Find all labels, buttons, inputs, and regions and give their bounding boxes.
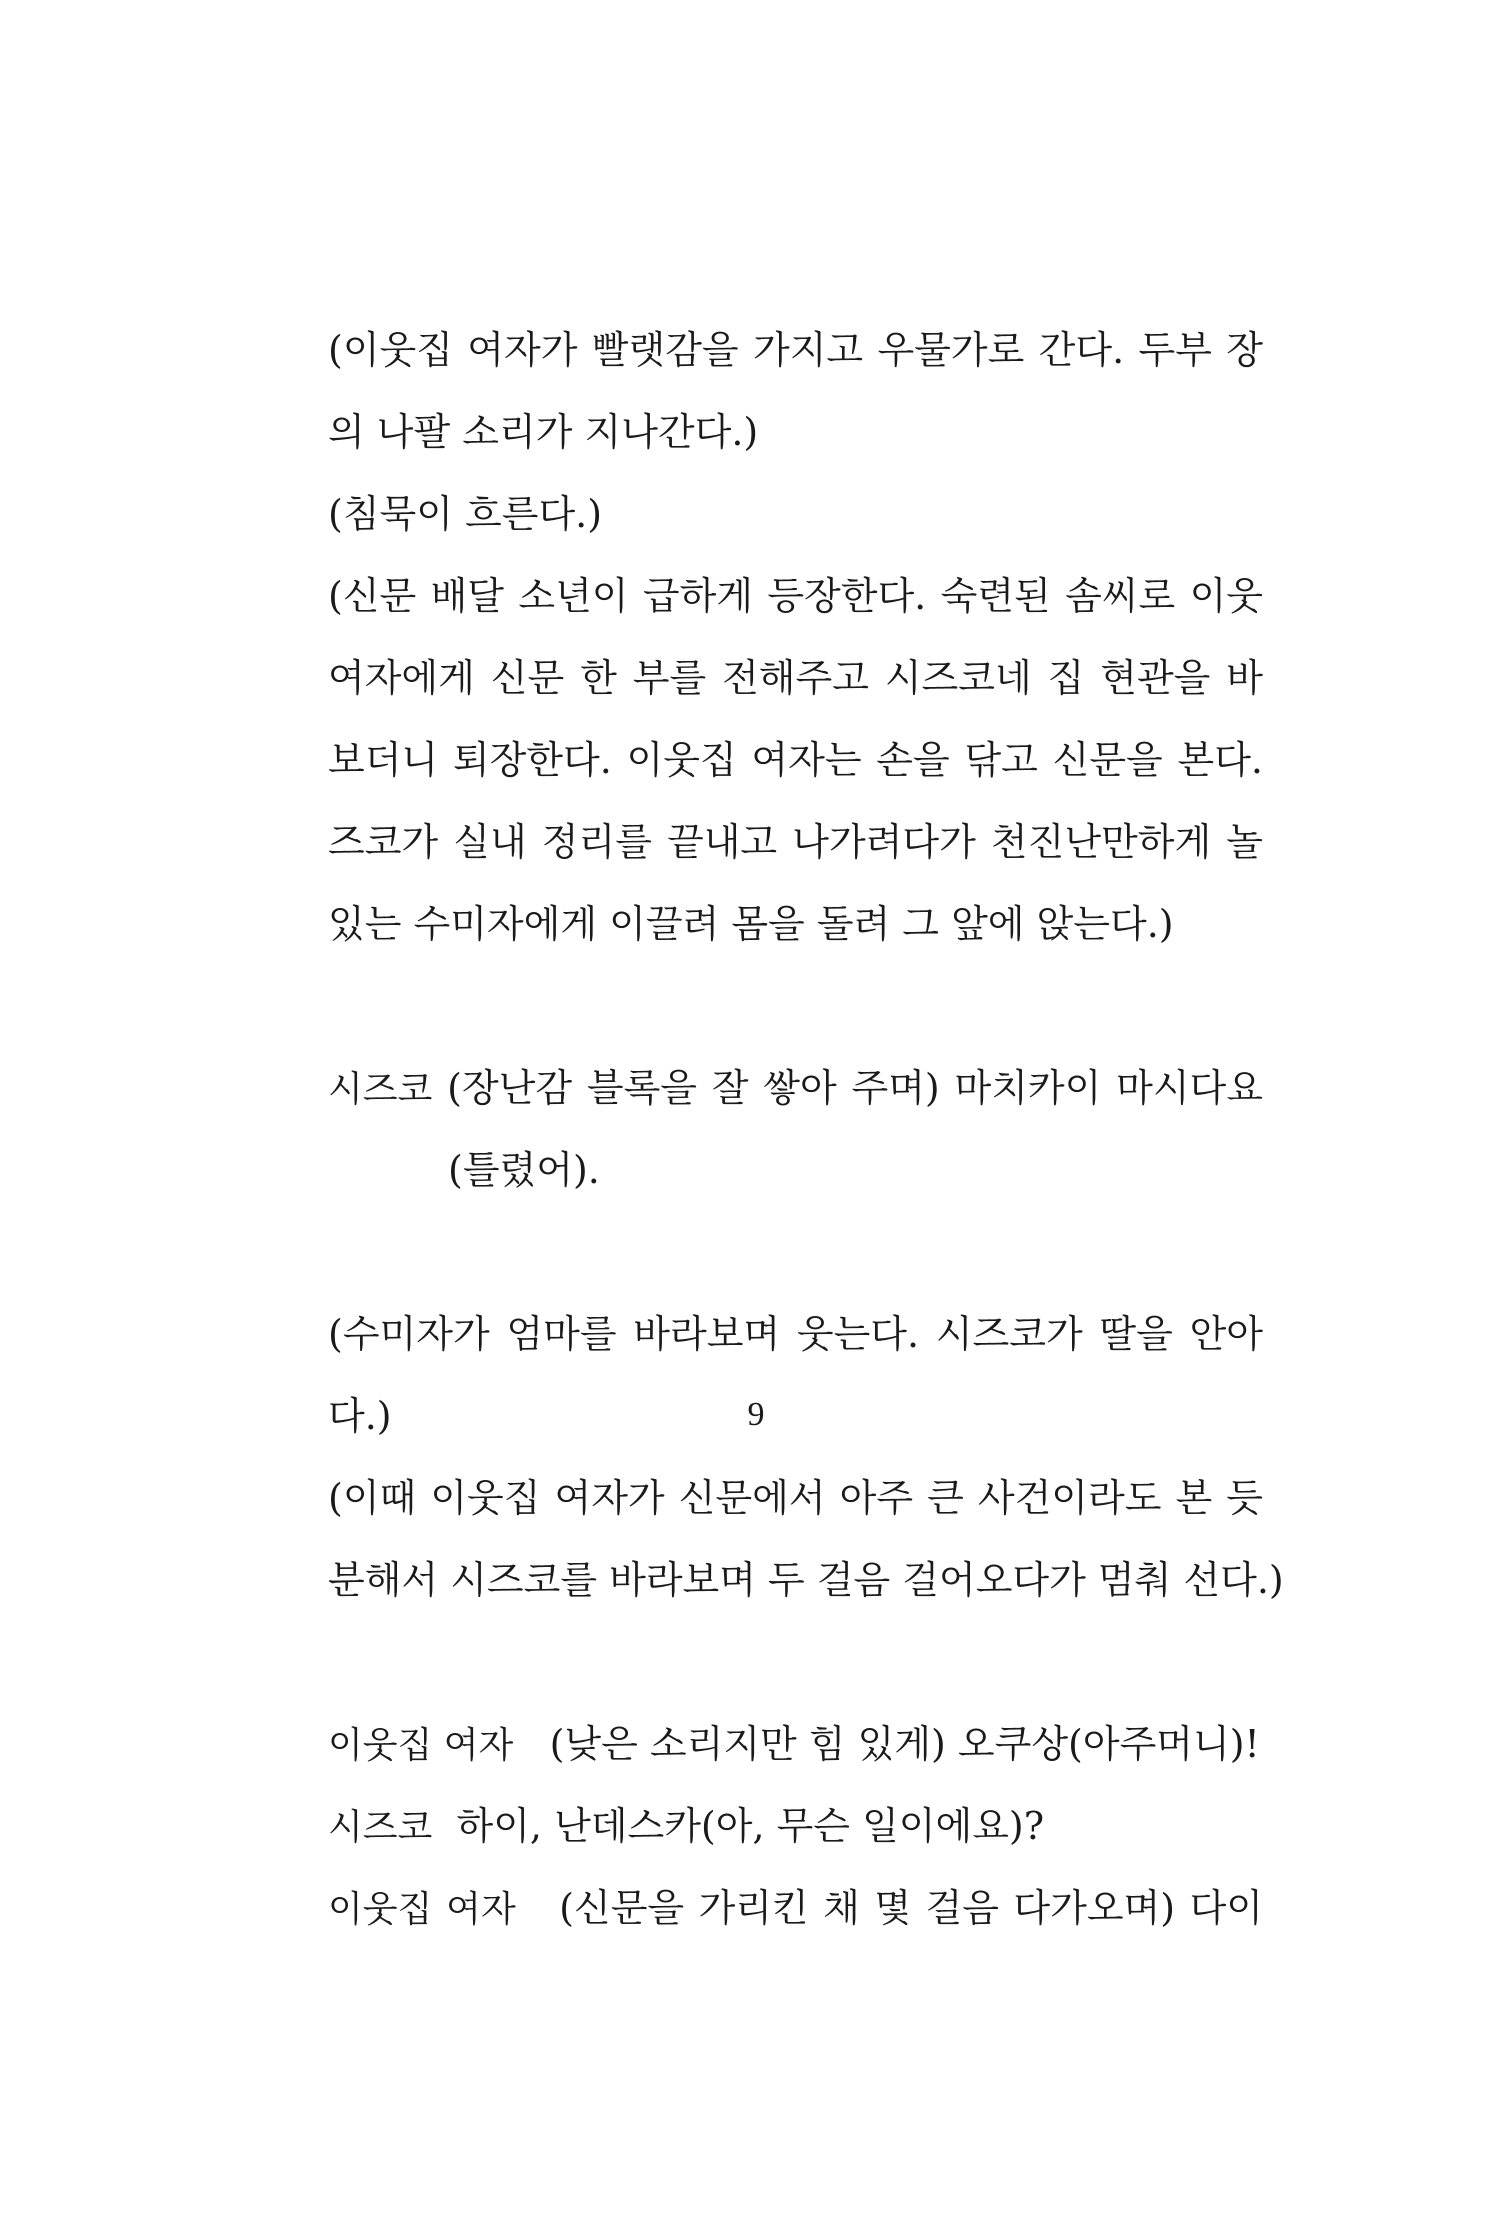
dialogue-neighbor-2 xyxy=(328,1867,1263,1949)
script-body xyxy=(328,309,1284,1949)
speaker-name: 이웃집 여자 xyxy=(328,1889,516,1930)
stage-direction-neighbor-excited xyxy=(328,1457,1284,1621)
text-line: (이때 이웃집 여자가 신문에서 아주 큰 사건이라도 본 듯 xyxy=(328,1476,1263,1520)
dialogue-text: (낮은 소리지만 힘 있게) 오쿠상(아주머니)! xyxy=(549,1722,1260,1766)
dialogue-line xyxy=(328,1785,1263,1867)
text-line: 있는 수미자에게 이끌려 몸을 돌려 그 앞에 앉는다.) xyxy=(328,902,1174,946)
text-line: (신문 배달 소년이 급하게 등장한다. 숙련된 솜씨로 이웃 xyxy=(328,574,1263,618)
text-line: 보더니 퇴장한다. 이웃집 여자는 손을 닦고 신문을 본다. xyxy=(328,738,1263,782)
text-line: 즈코가 실내 정리를 끝내고 나가려다가 천진난만하게 놀 xyxy=(328,820,1263,864)
text-line: (수미자가 엄마를 바라보며 웃는다. 시즈코가 딸을 안아 xyxy=(328,1312,1263,1356)
speaker-name: 시즈코 xyxy=(328,1069,433,1110)
text-line: 여자에게 신문 한 부를 전해주고 시즈코네 집 현관을 바 xyxy=(328,656,1263,700)
text-line: (침묵이 흐른다.) xyxy=(328,492,603,536)
speaker-name: 이웃집 여자 xyxy=(328,1725,514,1766)
page-number: 9 xyxy=(747,1396,765,1433)
text-line: 다.) xyxy=(328,1394,392,1438)
dialogue-neighbor-1 xyxy=(328,1703,1263,1785)
dialogue-text: 하이, 난데스카(아, 무슨 일이에요)? xyxy=(456,1804,1045,1848)
dialogue-line xyxy=(328,1867,1263,1949)
dialogue-line xyxy=(328,1703,1263,1785)
stage-direction-silence xyxy=(328,473,1263,555)
dialogue-text: (신문을 가리킨 채 몇 걸음 다가오며) 다이 xyxy=(559,1886,1263,1930)
dialogue-line xyxy=(328,1047,1263,1129)
dialogue-text: (장난감 블록을 잘 쌓아 주며) 마치카이 마시다요 xyxy=(447,1066,1263,1110)
stage-direction-newspaper-boy xyxy=(328,555,1263,965)
speaker-name: 시즈코 xyxy=(328,1807,433,1848)
dialogue-shizuko-2 xyxy=(328,1785,1263,1867)
text-line: (이웃집 여자가 빨랫감을 가지고 우물가로 간다. 두부 장 xyxy=(328,328,1263,372)
text-line: 의 나팔 소리가 지나간다.) xyxy=(328,410,759,454)
dialogue-continuation: (틀렸어). xyxy=(448,1148,600,1192)
stage-direction-neighbor-laundry xyxy=(328,309,1263,473)
dialogue-shizuko-1 xyxy=(328,1047,1263,1211)
text-line: 분해서 시즈코를 바라보며 두 걸음 걸어오다가 멈춰 선다.) xyxy=(328,1558,1284,1602)
